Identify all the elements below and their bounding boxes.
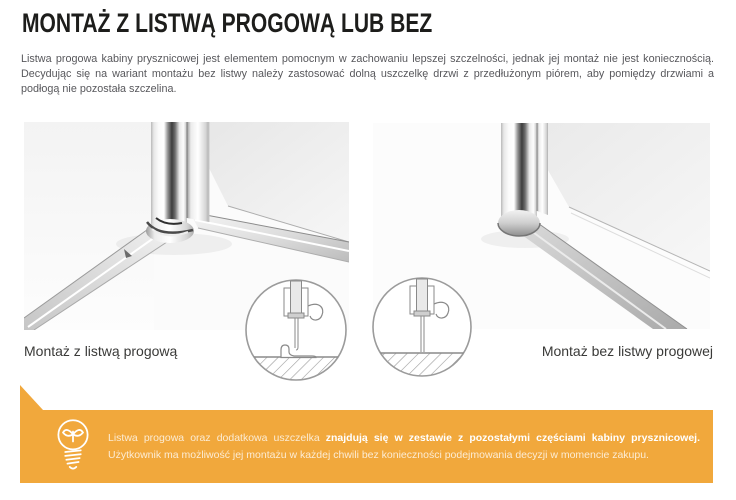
cross-section-without-strip-diagram	[371, 276, 473, 378]
page-title: MONTAŻ Z LISTWĄ PROGOWĄ LUB BEZ	[22, 8, 433, 38]
caption-with-strip: Montaż z listwą progową	[24, 343, 178, 359]
intro-paragraph: Listwa progowa kabiny prysznicowej jest elementem pomocnym w zachowaniu lepszej szczelności, jednak jej montaż nie jest koniecznością. Decydując się na wariant montażu bez listwy należy zastosować dolną uszczelkę drzwi z przedłużonym piórem, aby pomiędzy drzwiami a podłogą nie pozostała szczelina.	[21, 53, 714, 96]
with-strip-diagram-icon	[244, 278, 348, 382]
note-text	[108, 430, 700, 463]
caption-without-strip: Montaż bez listwy progowej	[541, 343, 713, 359]
info-banner	[20, 410, 713, 483]
note-lead: Listwa progowa oraz dodatkowa uszczelka	[108, 432, 326, 444]
note-line-2: Użytkownik ma możliwość jej montażu w każdej chwili bez konieczności podejmowania decyzji w momencie zakupu.	[108, 448, 649, 461]
note-line-1	[108, 430, 700, 447]
cross-section-with-strip-diagram	[244, 278, 348, 382]
note-bold: znajdują się w zestawie z pozostałymi częściami kabiny prysznicowej.	[325, 432, 700, 444]
lightbulb-icon	[50, 416, 96, 478]
without-strip-diagram-icon	[371, 276, 473, 378]
note-ribbon-fold	[20, 385, 43, 410]
